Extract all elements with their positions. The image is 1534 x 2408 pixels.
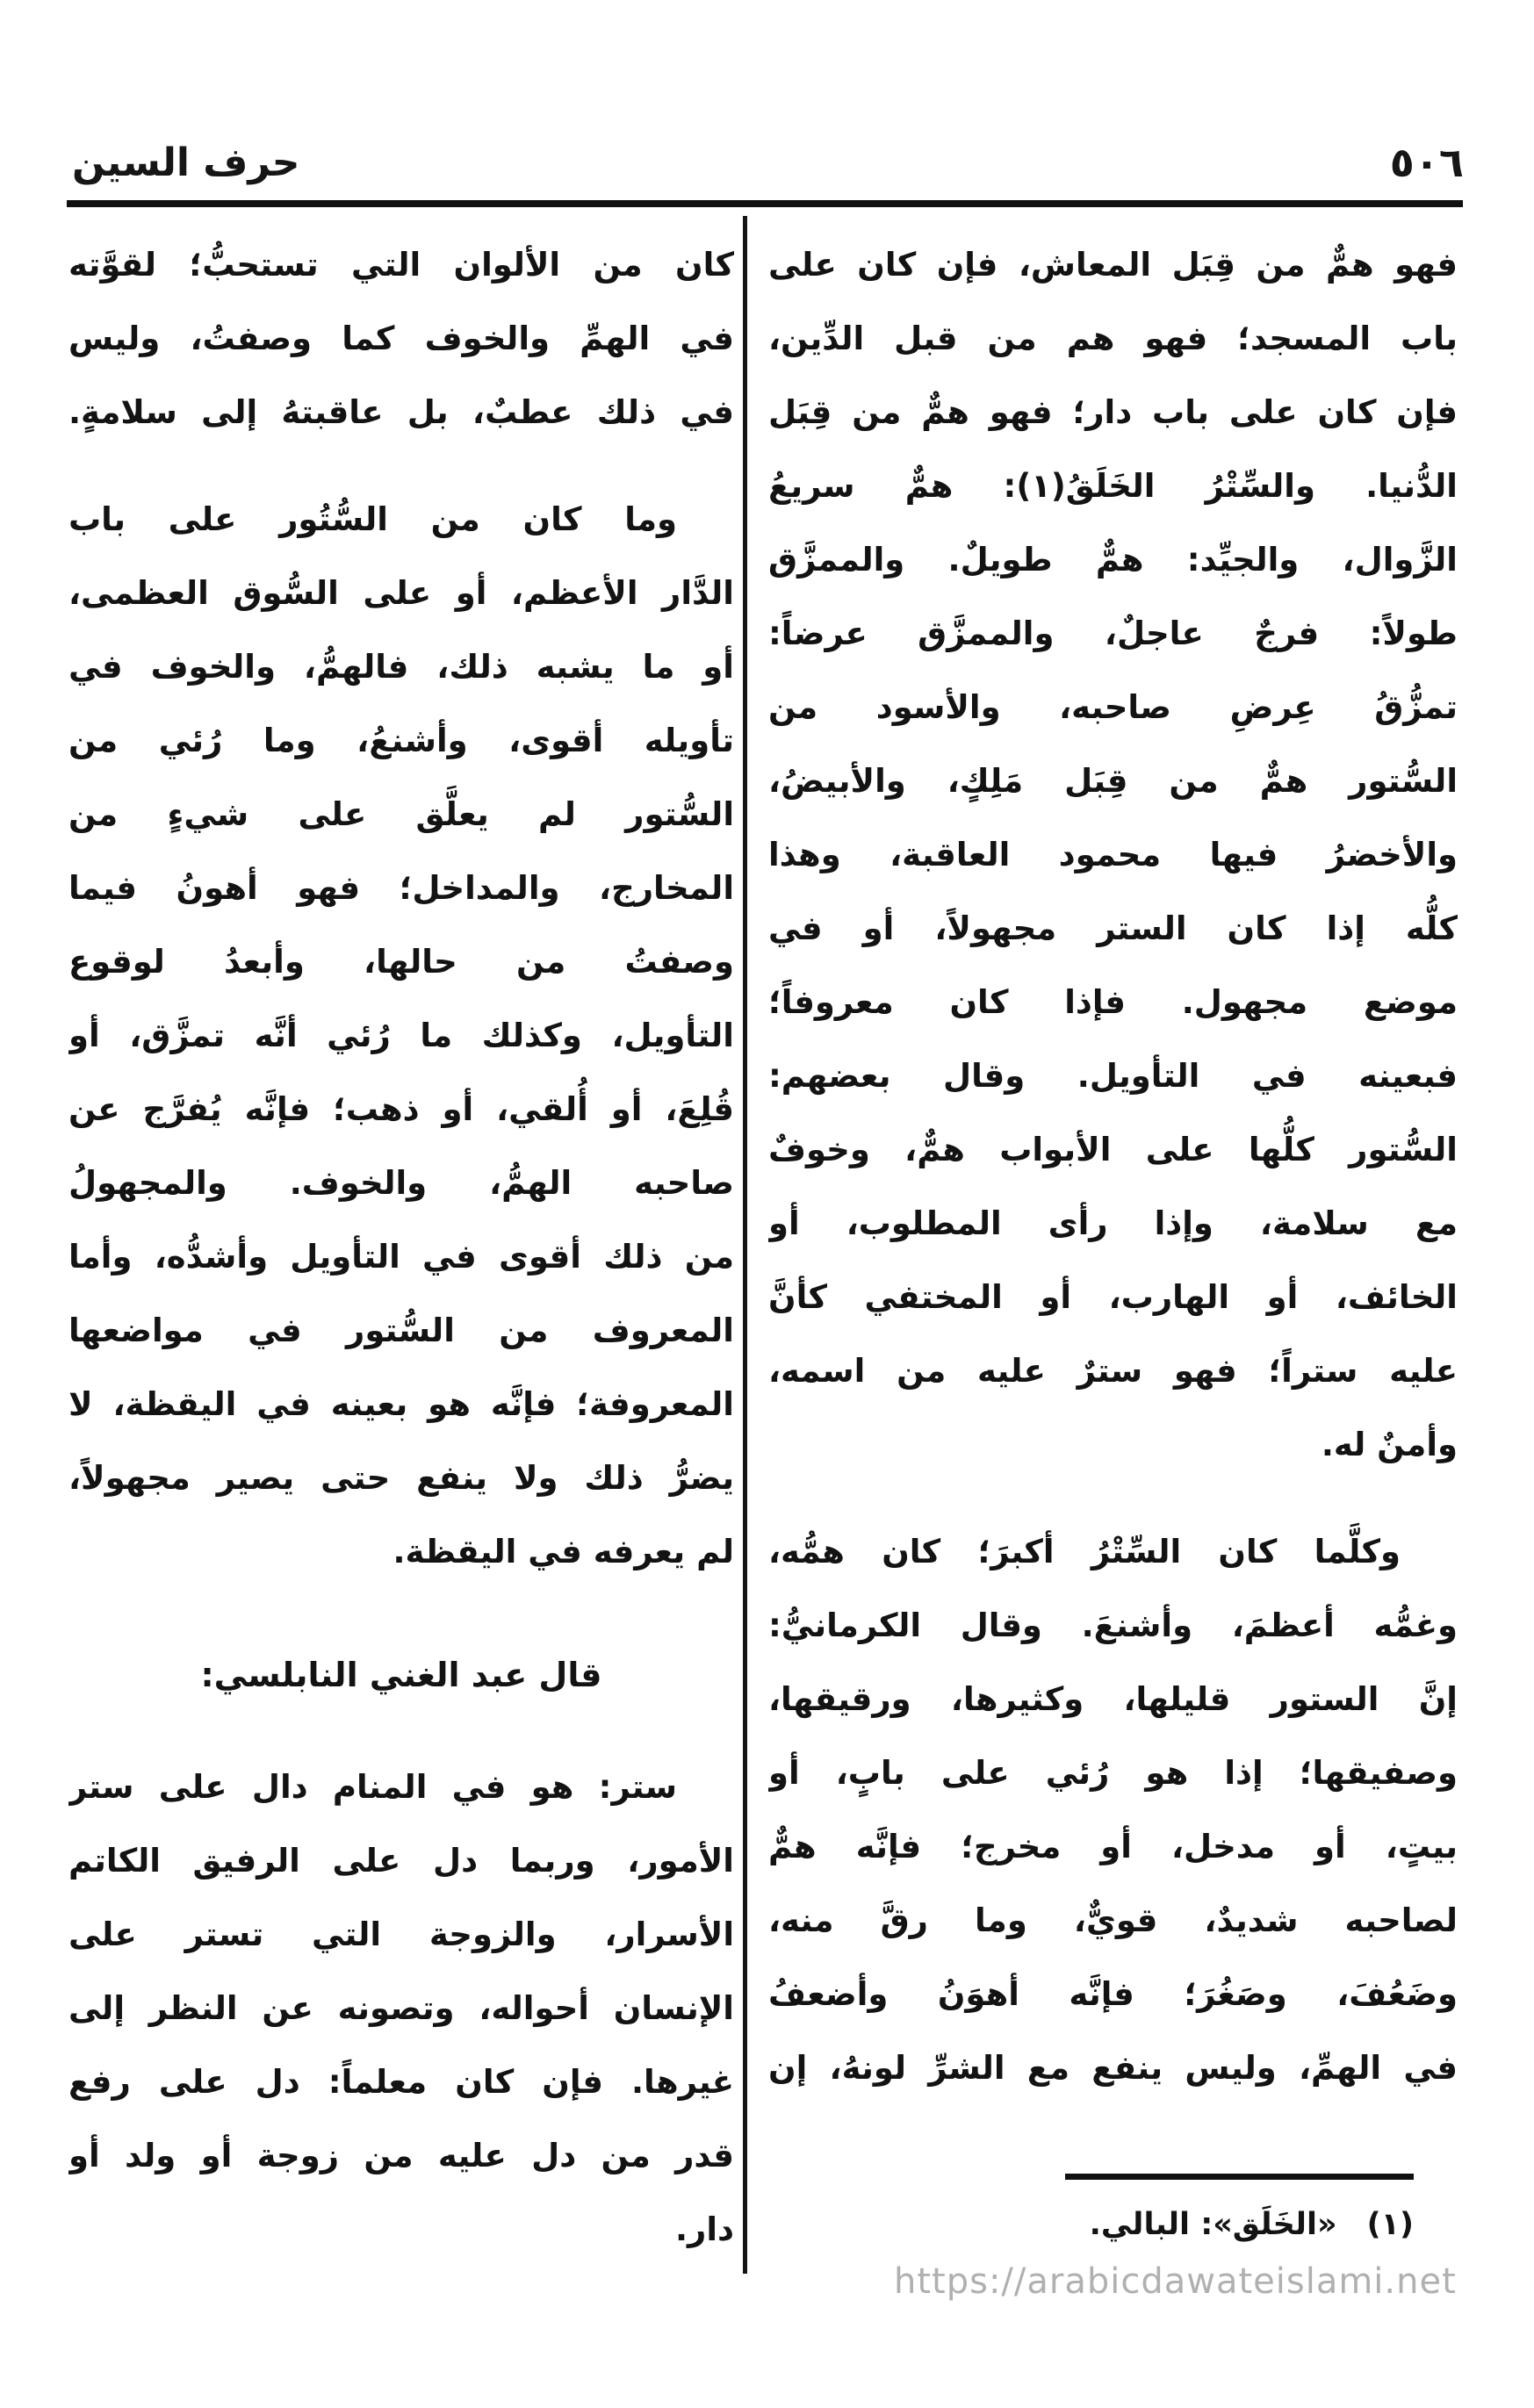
text-line: الدَّار الأعظم، أو على السُّوق العظمى، bbox=[68, 574, 734, 612]
text-line: كان من الألوان التي تستحبُّ؛ لقوَّته bbox=[68, 246, 734, 284]
footnote-text: «الخَلَق»: البالي. bbox=[1089, 2207, 1337, 2242]
text-line: من ذلك أقوى في التأويل وأشدُّه، وأما bbox=[68, 1238, 734, 1276]
footnote bbox=[922, 2193, 1414, 2256]
text-line: الزَّوال، والجيِّد: همٌّ طويلٌ. والممزَّق bbox=[768, 541, 1458, 579]
text-line: السُّتور لم يعلَّق على شيءٍ من bbox=[68, 795, 734, 833]
text-line: موضع مجهول. فإذا كان معروفاً؛ bbox=[768, 983, 1458, 1021]
text-line: في ذلك عطبٌ، بل عاقبتهُ إلى سلامةٍ. bbox=[68, 393, 734, 431]
left-column bbox=[68, 228, 734, 2267]
text-line: فهو همٌّ من قِبَل المعاش، فإن كان على bbox=[768, 246, 1458, 284]
text-line: وصفيقها؛ إذا هو رُئي على بابٍ، أو bbox=[768, 1754, 1458, 1792]
text-line: وصفتُ من حالها، وأبعدُ لوقوع bbox=[68, 943, 734, 981]
text-line: مع سلامة، وإذا رأى المطلوب، أو bbox=[768, 1204, 1458, 1242]
page-number: ٥٠٦ bbox=[1389, 139, 1464, 186]
footnote-rule bbox=[1065, 2174, 1414, 2180]
text-line: طولاً: فرجٌ عاجلٌ، والممزَّق عرضاً: bbox=[768, 615, 1458, 652]
text-line: الأمور، وربما دل على الرفيق الكاتم bbox=[68, 1842, 734, 1880]
text-line: دار. bbox=[674, 2210, 734, 2248]
text-line: قدر من دل عليه من زوجة أو ولد أو bbox=[68, 2137, 734, 2174]
text-line: والأخضرُ فيها محمود العاقبة، وهذا bbox=[768, 836, 1458, 873]
text-line: وما كان من السُّتُور على باب bbox=[68, 500, 677, 538]
text-line: الخائف، أو الهارب، أو المختفي كأنَّ bbox=[768, 1278, 1458, 1316]
text-line: أو ما يشبه ذلك، فالهمُّ، والخوف في bbox=[68, 648, 734, 686]
text-line: ستر: هو في المنام دال على ستر bbox=[68, 1768, 677, 1806]
right-column bbox=[768, 228, 1458, 2105]
watermark-url: https://arabicdawateislami.net bbox=[894, 2261, 1457, 2302]
text-line: كلُّه إذا كان الستر مجهولاً، أو في bbox=[768, 909, 1458, 947]
text-line: فإن كان على باب دار؛ فهو همٌّ من قِبَل bbox=[768, 393, 1458, 431]
column-divider bbox=[743, 216, 747, 2274]
author-heading: قال عبد الغني النابلسي: bbox=[200, 1656, 602, 1694]
text-line: فبعينه في التأويل. وقال بعضهم: bbox=[768, 1057, 1458, 1095]
text-line: لم يعرفه في اليقظة. bbox=[393, 1533, 734, 1571]
text-line: في الهمِّ والخوف كما وصفتُ، وليس bbox=[68, 320, 734, 357]
text-line: غيرها. فإن كان معلماً: دل على رفع bbox=[68, 2063, 734, 2101]
text-line: المعروف من السُّتور في مواضعها bbox=[68, 1312, 734, 1349]
text-line: قُلِعَ، أو أُلقي، أو ذهب؛ فإنَّه يُفرَّج عن bbox=[68, 1090, 734, 1128]
header-rule bbox=[67, 200, 1463, 207]
text-line: وضَعُفَ، وصَغُرَ؛ فإنَّه أهوَنُ وأضعفُ bbox=[768, 1975, 1458, 2013]
text-line: السُّتور كلُّها على الأبواب همٌّ، وخوفٌ bbox=[768, 1131, 1458, 1168]
text-line: عليه ستراً؛ فهو سترٌ عليه من اسمه، bbox=[768, 1352, 1458, 1390]
text-line: لصاحبه شديدٌ، قويٌّ، وما رقَّ منه، bbox=[768, 1901, 1458, 1939]
text-line: وأمنٌ له. bbox=[1321, 1426, 1458, 1463]
text-line: صاحبه الهمُّ، والخوف. والمجهولُ bbox=[68, 1164, 734, 1202]
text-line: يضرُّ ذلك ولا ينفع حتى يصير مجهولاً، bbox=[68, 1459, 734, 1497]
text-line: الإنسان أحواله، وتصونه عن النظر إلى bbox=[68, 1989, 734, 2027]
text-line: وكلَّما كان السِّتْرُ أكبرَ؛ كان همُّه، bbox=[768, 1533, 1401, 1571]
text-line: المعروفة؛ فإنَّه هو بعينه في اليقظة، لا bbox=[68, 1385, 734, 1423]
text-line: الدُّنيا. والسِّتْرُ الخَلَقُ(١): همٌّ سريعُ bbox=[768, 467, 1458, 505]
text-line: المخارج، والمداخل؛ فهو أهونُ فيما bbox=[68, 869, 734, 907]
text-line: إنَّ الستور قليلها، وكثيرها، ورقيقها، bbox=[768, 1680, 1458, 1718]
footnote-marker: (١) bbox=[1366, 2207, 1414, 2242]
text-line: السُّتور همٌّ من قِبَل مَلِكٍ، والأبيضُ، bbox=[768, 762, 1458, 800]
text-line: بيتٍ، أو مدخل، أو مخرج؛ فإنَّه همٌّ bbox=[768, 1828, 1458, 1865]
text-line: التأويل، وكذلك ما رُئي أنَّه تمزَّق، أو bbox=[68, 1017, 734, 1054]
text-line: وغمُّه أعظمَ، وأشنعَ. وقال الكرمانيُّ: bbox=[768, 1607, 1458, 1644]
text-line: تمزُّقُ عِرضِ صاحبه، والأسود من bbox=[768, 688, 1458, 726]
chapter-title: حرف السين bbox=[72, 140, 300, 185]
text-line: الأسرار، والزوجة التي تستر على bbox=[68, 1916, 734, 1953]
text-line: باب المسجد؛ فهو هم من قبل الدِّين، bbox=[768, 320, 1458, 357]
text-line: في الهمِّ، وليس ينفع مع الشرِّ لونهُ، إن bbox=[768, 2049, 1458, 2087]
text-line: تأويله أقوى، وأشنعُ، وما رُئي من bbox=[68, 722, 734, 759]
